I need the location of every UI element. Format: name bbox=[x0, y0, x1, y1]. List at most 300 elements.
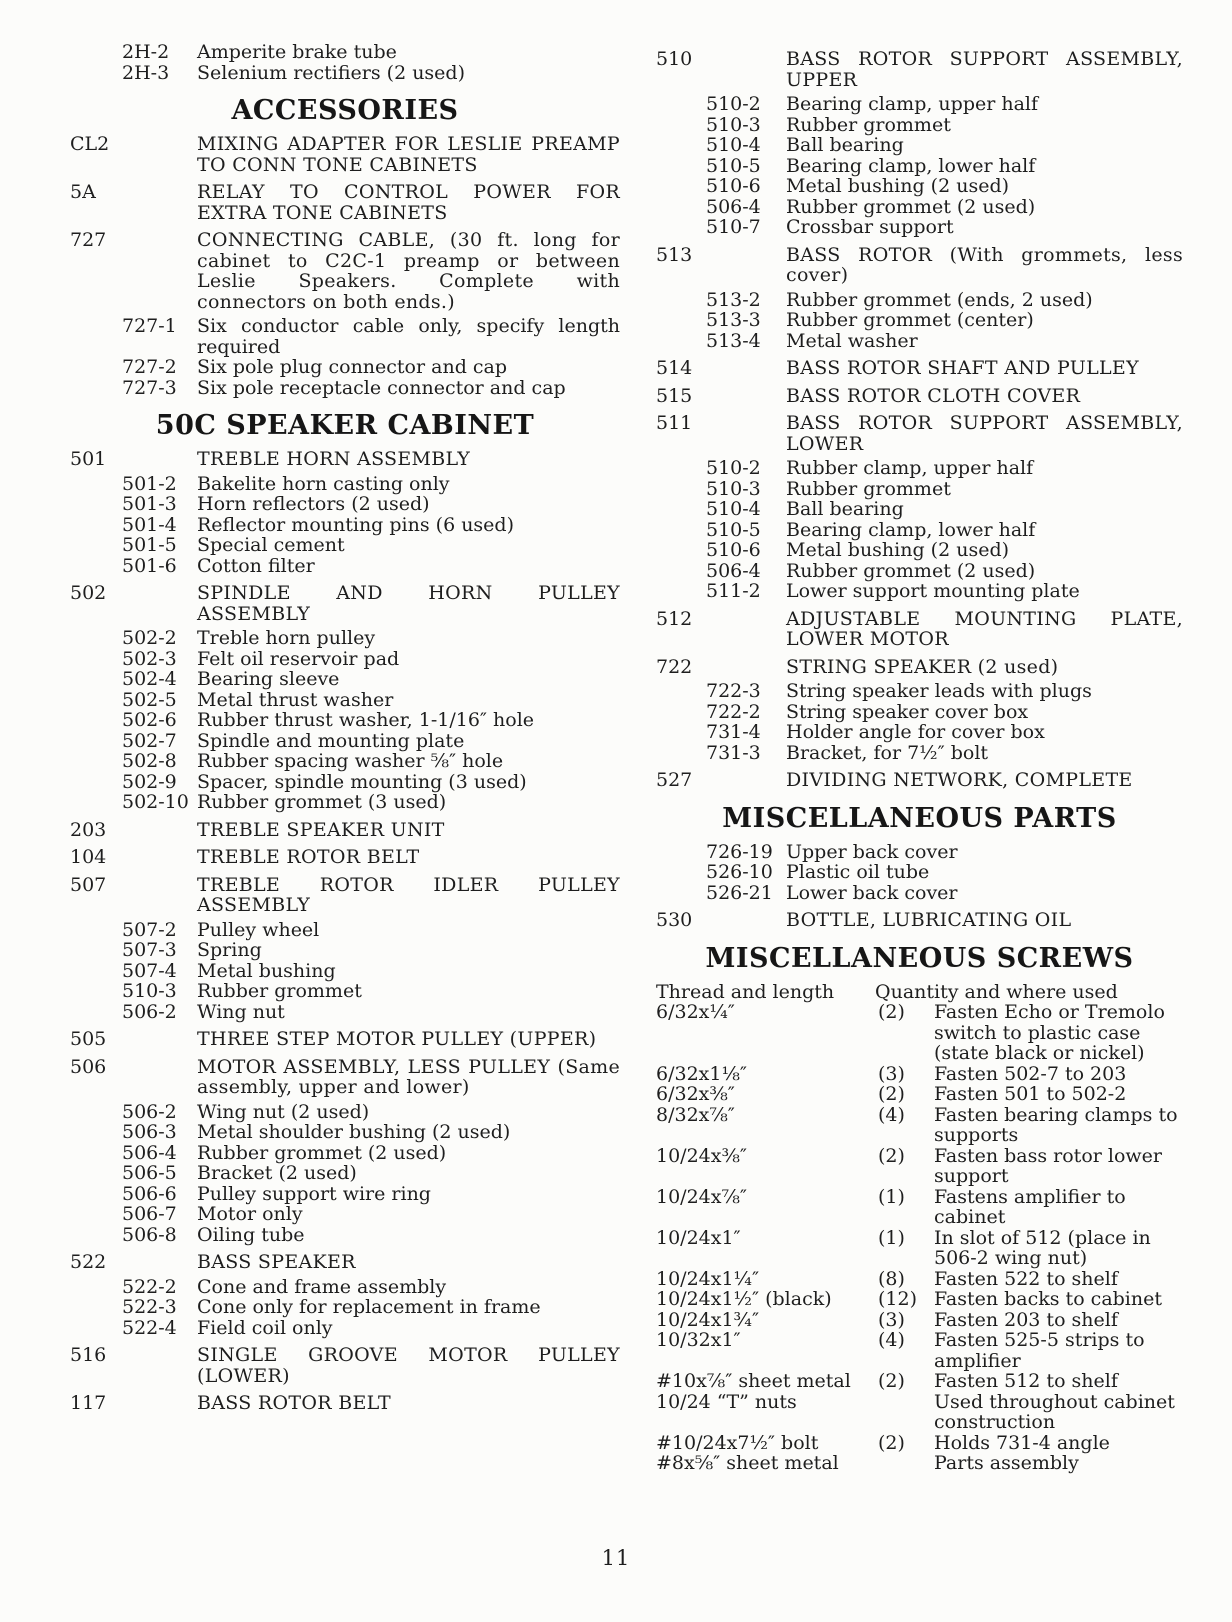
screw-where-used: Fasten 522 to shelf bbox=[934, 1267, 1118, 1290]
part-description: STRING SPEAKER (2 used) bbox=[786, 655, 1059, 678]
part-number: 2H-3 bbox=[122, 61, 170, 84]
screw-where-used: Fasten 501 to 502-2 bbox=[934, 1083, 1127, 1105]
part-description: Wing nut (2 used) bbox=[197, 1100, 370, 1123]
screw-quantity: (2) bbox=[878, 1001, 905, 1023]
part-row bbox=[656, 883, 1183, 904]
part-row bbox=[656, 681, 1183, 702]
part-number: 722 bbox=[656, 655, 693, 678]
screw-row bbox=[656, 1453, 1183, 1474]
screw-where-used: Holds 731-4 angle bbox=[934, 1431, 1110, 1454]
screw-quantity: (2) bbox=[878, 1431, 905, 1454]
part-row bbox=[656, 499, 1183, 520]
part-number: 530 bbox=[656, 909, 693, 931]
part-description: ADJUSTABLE MOUNTING PLATE, LOWER MOTOR bbox=[786, 607, 1183, 650]
part-number: 731-4 bbox=[706, 721, 761, 743]
part-description: BASS SPEAKER bbox=[197, 1251, 356, 1273]
part-number: 506-6 bbox=[122, 1182, 177, 1205]
part-row bbox=[70, 731, 620, 752]
part-row bbox=[70, 134, 620, 175]
part-description: Amperite brake tube bbox=[197, 41, 397, 63]
part-number: 506 bbox=[70, 1055, 107, 1078]
part-row bbox=[70, 690, 620, 711]
part-number: 501-4 bbox=[122, 513, 177, 536]
part-description: DIVIDING NETWORK, COMPLETE bbox=[786, 769, 1133, 791]
part-row bbox=[656, 479, 1183, 500]
section-heading: ACCESSORIES bbox=[231, 95, 459, 126]
part-row bbox=[70, 772, 620, 793]
screw-where-used: Fasten bearing clamps to supports bbox=[934, 1103, 1178, 1146]
part-row bbox=[656, 245, 1183, 286]
part-number: 522-4 bbox=[122, 1316, 177, 1339]
part-number: 727-3 bbox=[122, 376, 177, 399]
left-column bbox=[70, 42, 620, 1418]
screw-thread: 6/32x⅜″ bbox=[656, 1083, 735, 1105]
part-number: 510-7 bbox=[706, 216, 761, 238]
part-row bbox=[70, 1277, 620, 1298]
part-row bbox=[70, 1297, 620, 1318]
part-number: 727-1 bbox=[122, 315, 177, 337]
part-number: 731-3 bbox=[706, 741, 761, 764]
part-number: 510-4 bbox=[706, 498, 761, 520]
part-description: Cotton filter bbox=[197, 554, 315, 577]
part-row bbox=[70, 1029, 620, 1050]
part-description: Rubber spacing washer ⅝″ hole bbox=[197, 750, 504, 772]
screw-quantity: (2) bbox=[878, 1144, 905, 1167]
part-description: Metal bushing (2 used) bbox=[786, 175, 1010, 197]
part-row bbox=[656, 581, 1183, 602]
part-number: 522 bbox=[70, 1251, 107, 1273]
part-row bbox=[70, 847, 620, 868]
part-number: 502-5 bbox=[122, 688, 177, 711]
screw-where-used: Parts assembly bbox=[934, 1452, 1079, 1474]
screw-where-used: Fasten backs to cabinet bbox=[934, 1288, 1162, 1310]
part-description: MIXING ADAPTER FOR LESLIE PREAMP TO CONN TONE CABINETS bbox=[197, 133, 620, 176]
part-number: 527 bbox=[656, 769, 693, 791]
screw-quantity: (1) bbox=[878, 1185, 905, 1208]
part-row bbox=[656, 310, 1183, 331]
part-description: Rubber thrust washer, 1-1/16″ hole bbox=[197, 709, 535, 731]
part-number: 117 bbox=[70, 1392, 107, 1414]
part-description: Holder angle for cover box bbox=[786, 721, 1045, 743]
part-number: 506-4 bbox=[706, 195, 761, 218]
part-description: Rubber grommet (2 used) bbox=[786, 559, 1036, 582]
part-number: 502-7 bbox=[122, 729, 177, 752]
part-description: Rubber grommet (2 used) bbox=[786, 195, 1036, 218]
part-number: 522-2 bbox=[122, 1275, 177, 1298]
part-description: Ball bearing bbox=[786, 134, 904, 156]
screw-quantity: (12) bbox=[878, 1288, 918, 1310]
part-description: Bracket (2 used) bbox=[197, 1162, 357, 1184]
part-number: 510-5 bbox=[706, 518, 761, 541]
part-row bbox=[70, 961, 620, 982]
part-description: Six pole plug connector and cap bbox=[197, 356, 508, 378]
part-row bbox=[656, 115, 1183, 136]
screws-rows bbox=[656, 1002, 1183, 1474]
part-number: 507-3 bbox=[122, 939, 177, 961]
part-number: 506-4 bbox=[706, 559, 761, 582]
part-description: TREBLE HORN ASSEMBLY bbox=[197, 448, 471, 470]
screw-where-used: Fasten bass rotor lower support bbox=[934, 1144, 1162, 1187]
screw-quantity: (3) bbox=[878, 1308, 905, 1331]
part-description: Metal bushing bbox=[197, 959, 336, 982]
screw-thread: 10/24x⅞″ bbox=[656, 1185, 747, 1208]
part-description: Motor only bbox=[197, 1203, 303, 1225]
screw-thread: 6/32x¼″ bbox=[656, 1001, 735, 1023]
screws-header-row bbox=[656, 982, 1183, 1003]
part-number: 505 bbox=[70, 1028, 107, 1050]
part-row bbox=[70, 474, 620, 495]
part-description: BASS ROTOR (With grommets, less cover) bbox=[786, 243, 1183, 286]
screw-row bbox=[656, 1433, 1183, 1454]
part-description: Spacer, spindle mounting (3 used) bbox=[197, 770, 527, 793]
part-number: 727 bbox=[70, 229, 107, 251]
screw-row bbox=[656, 1310, 1183, 1331]
part-number: 510-6 bbox=[706, 539, 761, 561]
part-description: Rubber grommet bbox=[197, 980, 362, 1002]
part-row bbox=[656, 657, 1183, 678]
part-number: 510 bbox=[656, 48, 693, 70]
part-number: 506-2 bbox=[122, 1000, 177, 1023]
part-description: TREBLE ROTOR IDLER PULLEY ASSEMBLY bbox=[197, 873, 620, 916]
part-number: 506-4 bbox=[122, 1141, 177, 1164]
part-number: 502-8 bbox=[122, 750, 177, 772]
part-row bbox=[70, 1143, 620, 1164]
part-number: 502 bbox=[70, 582, 107, 604]
screw-where-used: Fasten 525-5 strips to amplifier bbox=[934, 1329, 1145, 1372]
screw-where-used: Fastens amplifier to cabinet bbox=[934, 1185, 1126, 1228]
screw-thread: 10/24x1¾″ bbox=[656, 1308, 760, 1331]
part-description: THREE STEP MOTOR PULLEY (UPPER) bbox=[197, 1028, 597, 1050]
part-number: 513-3 bbox=[706, 309, 761, 331]
screw-where-used: Fasten 512 to shelf bbox=[934, 1370, 1118, 1392]
part-row bbox=[70, 357, 620, 378]
part-row bbox=[656, 842, 1183, 863]
part-row bbox=[70, 751, 620, 772]
part-row bbox=[70, 820, 620, 841]
screw-quantity: (8) bbox=[878, 1267, 905, 1290]
part-number: 502-3 bbox=[122, 647, 177, 670]
part-description: Metal bushing (2 used) bbox=[786, 539, 1010, 561]
part-row bbox=[70, 1204, 620, 1225]
part-row bbox=[70, 875, 620, 916]
part-row bbox=[70, 940, 620, 961]
part-row bbox=[70, 378, 620, 399]
part-number: 514 bbox=[656, 357, 693, 379]
screw-row bbox=[656, 1392, 1183, 1433]
screw-thread: 10/32x1″ bbox=[656, 1329, 741, 1351]
part-number: 502-4 bbox=[122, 668, 177, 690]
screw-thread: 10/24 “T” nuts bbox=[656, 1390, 797, 1413]
part-number: 203 bbox=[70, 818, 107, 841]
part-description: TREBLE SPEAKER UNIT bbox=[197, 818, 445, 841]
part-number: CL2 bbox=[70, 133, 110, 155]
part-number: 513-2 bbox=[706, 288, 761, 311]
part-row bbox=[70, 556, 620, 577]
part-row bbox=[656, 49, 1183, 90]
part-row bbox=[656, 176, 1183, 197]
part-description: Lower back cover bbox=[786, 881, 958, 904]
part-row bbox=[656, 290, 1183, 311]
part-row bbox=[70, 1163, 620, 1184]
part-description: BASS ROTOR BELT bbox=[197, 1392, 391, 1414]
part-number: 506-5 bbox=[122, 1162, 177, 1184]
part-number: 510-3 bbox=[706, 113, 761, 136]
part-description: Rubber grommet (ends, 2 used) bbox=[786, 288, 1093, 311]
screw-row bbox=[656, 1289, 1183, 1310]
part-number: 506-8 bbox=[122, 1223, 177, 1246]
part-row bbox=[656, 561, 1183, 582]
part-number: 512 bbox=[656, 607, 693, 630]
section-heading: 50C SPEAKER CABINET bbox=[155, 410, 535, 441]
screw-row bbox=[656, 1269, 1183, 1290]
part-number: 502-2 bbox=[122, 627, 177, 649]
part-description: Metal thrust washer bbox=[197, 688, 394, 711]
screw-where-used: Fasten 502-7 to 203 bbox=[934, 1062, 1127, 1085]
part-description: Bearing clamp, upper half bbox=[786, 93, 1039, 115]
screw-quantity: (4) bbox=[878, 1329, 905, 1351]
part-description: SPINDLE AND HORN PULLEY ASSEMBLY bbox=[197, 582, 620, 625]
part-row bbox=[70, 1345, 620, 1386]
screw-thread: 6/32x1⅛″ bbox=[656, 1062, 747, 1085]
part-number: 516 bbox=[70, 1344, 107, 1366]
screw-row bbox=[656, 1084, 1183, 1105]
screw-thread: 10/24x1½″ (black) bbox=[656, 1288, 832, 1310]
part-description: Bracket, for 7½″ bolt bbox=[786, 741, 989, 764]
part-row bbox=[70, 449, 620, 470]
part-description: Lower support mounting plate bbox=[786, 580, 1080, 602]
part-row bbox=[70, 649, 620, 670]
part-row bbox=[70, 1102, 620, 1123]
part-description: Felt oil reservoir pad bbox=[197, 647, 400, 670]
part-row bbox=[70, 1122, 620, 1143]
part-number: 501 bbox=[70, 448, 107, 470]
part-row bbox=[656, 135, 1183, 156]
screw-quantity: (2) bbox=[878, 1083, 905, 1105]
screw-row bbox=[656, 1330, 1183, 1371]
section-heading: MISCELLANEOUS PARTS bbox=[722, 802, 1117, 834]
part-description: Six pole receptacle connector and cap bbox=[197, 376, 566, 399]
part-row bbox=[656, 358, 1183, 379]
screw-quantity bbox=[878, 1453, 934, 1474]
part-row bbox=[656, 217, 1183, 238]
part-description: MOTOR ASSEMBLY, LESS PULLEY (Same assembly, upper and lower) bbox=[197, 1055, 620, 1098]
part-description: Rubber clamp, upper half bbox=[786, 457, 1034, 479]
screw-row bbox=[656, 1187, 1183, 1228]
part-row bbox=[70, 535, 620, 556]
part-row bbox=[70, 316, 620, 357]
part-number: 507-4 bbox=[122, 959, 177, 982]
part-description: Horn reflectors (2 used) bbox=[197, 493, 430, 515]
part-description: BASS ROTOR SUPPORT ASSEMBLY, LOWER bbox=[786, 412, 1183, 455]
part-description: Bakelite horn casting only bbox=[197, 472, 450, 495]
part-row bbox=[70, 63, 620, 84]
part-row bbox=[70, 792, 620, 813]
screw-quantity: (2) bbox=[878, 1370, 905, 1392]
screw-thread: 8/32x⅞″ bbox=[656, 1103, 735, 1126]
screw-thread: #8x⅝″ sheet metal bbox=[656, 1452, 839, 1474]
part-number: 502-10 bbox=[122, 791, 189, 813]
screw-thread: 10/24x1″ bbox=[656, 1226, 741, 1249]
right-column bbox=[656, 42, 1183, 1474]
part-number: 510-2 bbox=[706, 93, 761, 115]
part-description: Rubber grommet (center) bbox=[786, 309, 1034, 331]
part-number: 501-3 bbox=[122, 493, 177, 515]
screw-row bbox=[656, 1002, 1183, 1064]
part-description: Rubber grommet (3 used) bbox=[197, 791, 447, 813]
screw-thread: 10/24x⅜″ bbox=[656, 1144, 747, 1167]
part-description: Rubber grommet bbox=[786, 477, 951, 500]
part-row bbox=[70, 494, 620, 515]
part-description: String speaker leads with plugs bbox=[786, 680, 1092, 702]
part-number: 510-2 bbox=[706, 457, 761, 479]
screw-quantity: (3) bbox=[878, 1062, 905, 1085]
part-row bbox=[70, 669, 620, 690]
part-description: Cone only for replacement in frame bbox=[197, 1296, 541, 1318]
part-row bbox=[656, 386, 1183, 407]
part-description: Spindle and mounting plate bbox=[197, 729, 465, 752]
part-description: Pulley support wire ring bbox=[197, 1182, 431, 1205]
part-row bbox=[656, 94, 1183, 115]
screws-col2-header: Quantity and where used bbox=[875, 980, 1118, 1003]
part-row bbox=[70, 1002, 620, 1023]
part-description: Reflector mounting pins (6 used) bbox=[197, 513, 514, 536]
screws-heading: MISCELLANEOUS SCREWS bbox=[705, 942, 1134, 974]
part-description: Bearing clamp, lower half bbox=[786, 518, 1036, 541]
part-description: Cone and frame assembly bbox=[197, 1275, 447, 1298]
part-number: 722-2 bbox=[706, 700, 761, 723]
part-row bbox=[70, 710, 620, 731]
part-row bbox=[70, 515, 620, 536]
part-number: 511 bbox=[656, 412, 693, 434]
part-row bbox=[70, 628, 620, 649]
part-row bbox=[70, 1225, 620, 1246]
part-number: 727-2 bbox=[122, 356, 177, 378]
part-row bbox=[70, 1252, 620, 1273]
screw-thread: #10/24x7½″ bolt bbox=[656, 1431, 819, 1454]
part-description: BASS ROTOR SUPPORT ASSEMBLY, UPPER bbox=[786, 48, 1183, 91]
part-number: 2H-2 bbox=[122, 41, 170, 63]
part-description: Rubber grommet (2 used) bbox=[197, 1141, 447, 1164]
part-row bbox=[656, 609, 1183, 650]
part-row bbox=[70, 920, 620, 941]
part-description: Six conductor cable only, specify length required bbox=[197, 315, 620, 358]
part-description: TREBLE ROTOR BELT bbox=[197, 846, 420, 868]
part-number: 722-3 bbox=[706, 680, 761, 702]
screw-row bbox=[656, 1371, 1183, 1392]
part-description: Metal washer bbox=[786, 329, 918, 352]
part-row bbox=[70, 1393, 620, 1414]
part-number: 726-19 bbox=[706, 840, 773, 863]
screw-row bbox=[656, 1064, 1183, 1085]
part-number: 510-6 bbox=[706, 175, 761, 197]
part-number: 513-4 bbox=[706, 329, 761, 352]
part-row bbox=[656, 702, 1183, 723]
part-number: 515 bbox=[656, 384, 693, 407]
part-number: 502-6 bbox=[122, 709, 177, 731]
part-description: Ball bearing bbox=[786, 498, 904, 520]
screw-row bbox=[656, 1228, 1183, 1269]
part-description: Wing nut bbox=[197, 1000, 285, 1023]
part-row bbox=[656, 770, 1183, 791]
part-number: 510-3 bbox=[706, 477, 761, 500]
part-number: 513 bbox=[656, 243, 693, 266]
part-number: 104 bbox=[70, 846, 107, 868]
screw-where-used: In slot of 512 (place in 506-2 wing nut) bbox=[934, 1226, 1151, 1269]
part-row bbox=[70, 1184, 620, 1205]
part-description: Oiling tube bbox=[197, 1223, 305, 1246]
part-description: Pulley wheel bbox=[197, 918, 320, 941]
part-description: RELAY TO CONTROL POWER FOR EXTRA TONE CABINETS bbox=[197, 181, 620, 224]
part-number: 501-2 bbox=[122, 472, 177, 495]
part-row bbox=[656, 331, 1183, 352]
part-number: 507-2 bbox=[122, 918, 177, 941]
part-number: 510-3 bbox=[122, 980, 177, 1002]
part-description: BOTTLE, LUBRICATING OIL bbox=[786, 909, 1072, 931]
part-description: Bearing sleeve bbox=[197, 668, 340, 690]
part-row bbox=[70, 1057, 620, 1098]
part-number: 5A bbox=[70, 181, 96, 203]
part-row bbox=[656, 458, 1183, 479]
page-number: 11 bbox=[601, 1546, 631, 1570]
part-number: 501-6 bbox=[122, 554, 177, 577]
part-number: 510-4 bbox=[706, 134, 761, 156]
screws-table bbox=[656, 944, 1183, 1474]
part-row bbox=[656, 413, 1183, 454]
part-description: BASS ROTOR SHAFT AND PULLEY bbox=[786, 357, 1139, 379]
screw-quantity bbox=[878, 1392, 934, 1433]
screw-quantity: (1) bbox=[878, 1226, 905, 1249]
part-number: 501-5 bbox=[122, 534, 177, 556]
part-number: 506-7 bbox=[122, 1203, 177, 1225]
part-number: 502-9 bbox=[122, 770, 177, 793]
part-description: Plastic oil tube bbox=[786, 861, 930, 883]
part-number: 510-5 bbox=[706, 154, 761, 177]
part-description: Selenium rectifiers (2 used) bbox=[197, 61, 466, 84]
part-number: 522-3 bbox=[122, 1296, 177, 1318]
part-description: Field coil only bbox=[197, 1316, 333, 1339]
part-number: 526-21 bbox=[706, 881, 773, 904]
left-column-sections bbox=[70, 42, 620, 1414]
part-description: Metal shoulder bushing (2 used) bbox=[197, 1121, 511, 1143]
part-description: Spring bbox=[197, 939, 262, 961]
screw-quantity: (4) bbox=[878, 1103, 905, 1126]
part-description: Special cement bbox=[197, 534, 345, 556]
screw-row bbox=[656, 1105, 1183, 1146]
part-row bbox=[70, 42, 620, 63]
part-description: SINGLE GROOVE MOTOR PULLEY (LOWER) bbox=[197, 1344, 620, 1387]
part-row bbox=[656, 520, 1183, 541]
part-description: Rubber grommet bbox=[786, 113, 951, 136]
part-row bbox=[656, 156, 1183, 177]
part-number: 526-10 bbox=[706, 861, 773, 883]
screw-thread: 10/24x1¼″ bbox=[656, 1267, 760, 1290]
part-row bbox=[656, 862, 1183, 883]
part-number: 506-2 bbox=[122, 1100, 177, 1123]
part-row bbox=[656, 722, 1183, 743]
screw-where-used: Fasten 203 to shelf bbox=[934, 1308, 1118, 1331]
part-number: 507 bbox=[70, 873, 107, 896]
screw-where-used: Fasten Echo or Tremolo switch to plastic case (state black or nickel) bbox=[934, 1001, 1165, 1064]
part-description: Bearing clamp, lower half bbox=[786, 154, 1036, 177]
part-row bbox=[656, 540, 1183, 561]
screw-row bbox=[656, 1146, 1183, 1187]
part-row bbox=[656, 910, 1183, 931]
part-number: 511-2 bbox=[706, 580, 761, 602]
right-column-sections bbox=[656, 49, 1183, 931]
part-description: BASS ROTOR CLOTH COVER bbox=[786, 384, 1081, 407]
part-description: Crossbar support bbox=[786, 216, 954, 238]
part-description: Upper back cover bbox=[786, 840, 958, 863]
